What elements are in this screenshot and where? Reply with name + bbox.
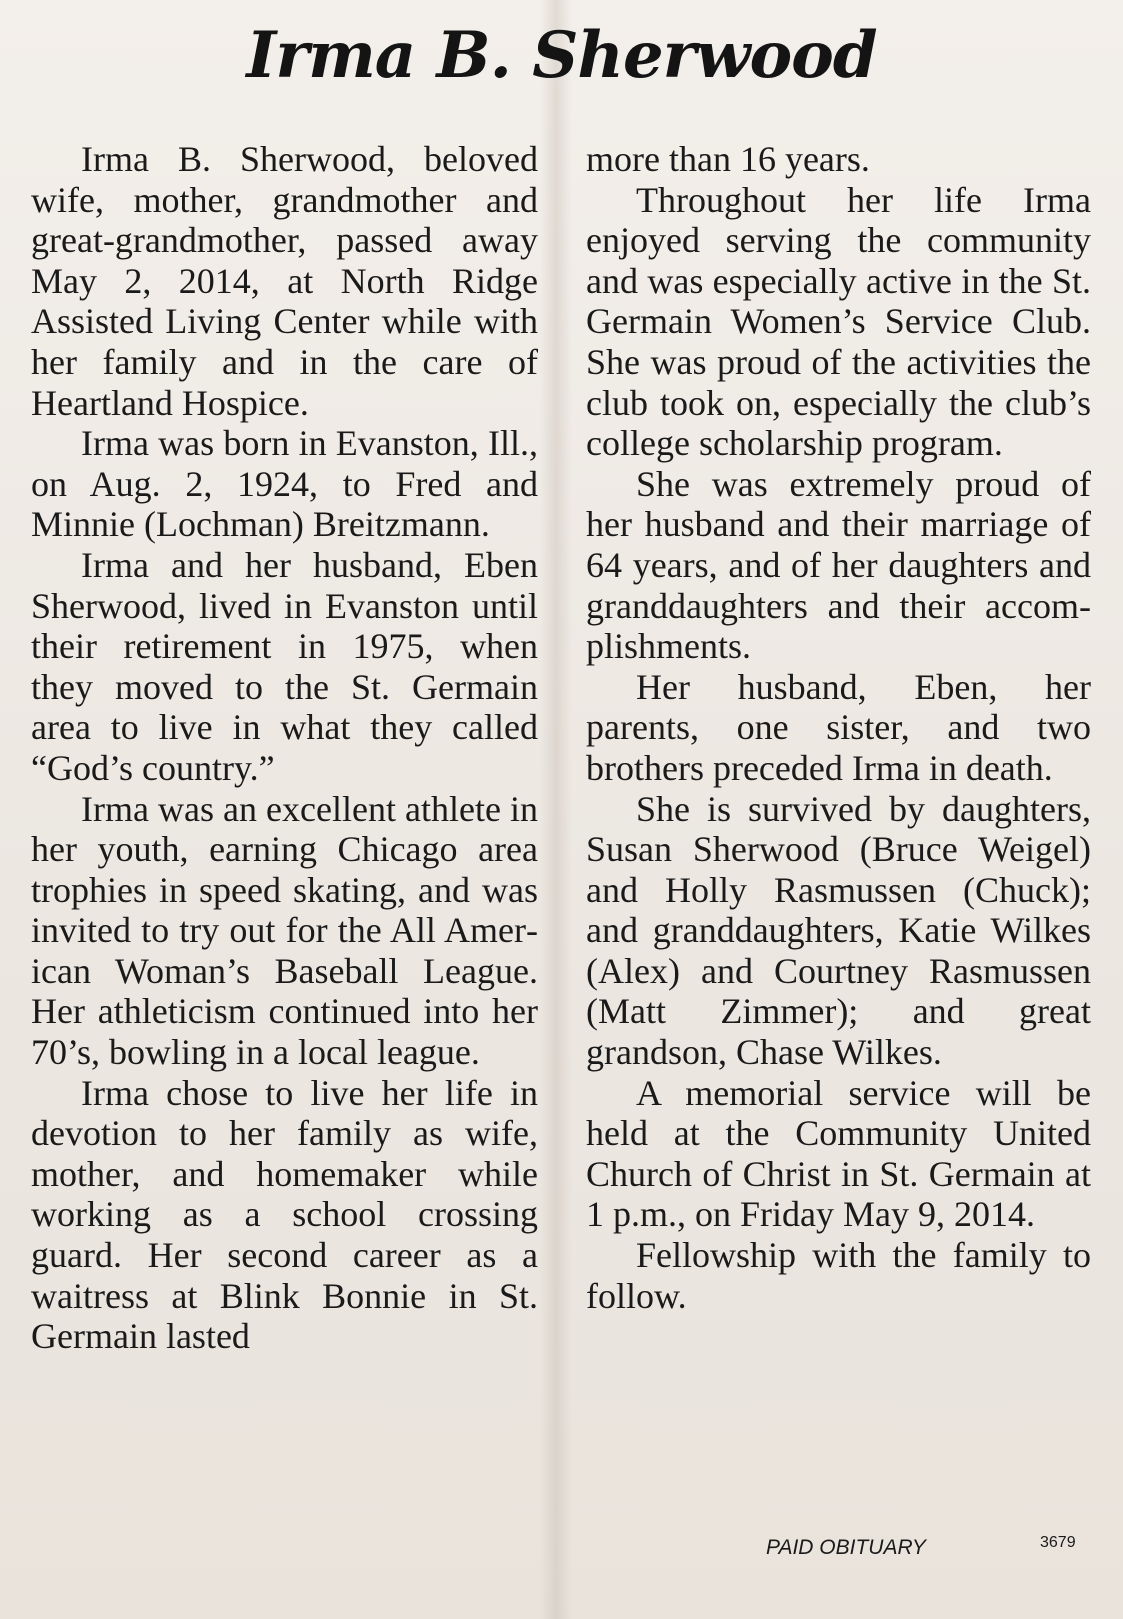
paragraph-survivors: She is survived by daughters, Susan Sherwood (Bruce Weigel) and Holly Rasmussen (Chuck); and granddaughters, Katie Wilkes (Alex) and Courtney Rasmussen (Matt Zimmer); and great grandson, Chase Wilkes. xyxy=(586,788,1091,1073)
paragraph-birth: Irma was born in Evanston, Ill., on Aug. 2, 1924, to Fred and Minnie (Lochman) Breitzmann. xyxy=(31,423,538,545)
paragraph-family-pride: She was extremely proud of her husband and their marriage of 64 years, and of her daughters and granddaughters and their accomplishments. xyxy=(586,463,1091,667)
right-column xyxy=(586,139,1091,1316)
ad-code: 3679 xyxy=(1040,1534,1076,1551)
paragraph-career: Irma chose to live her life in devotion to her family as wife, mother, and homemaker while working as a school crossing guard. Her second career as a waitress at Blink Bonnie in St. Germain lasted xyxy=(31,1072,538,1357)
paragraph-community: Throughout her life Irma enjoyed serving the community and was especially active in the St. Germain Women’s Service Club. She was proud of the activities the club took on, especially the club’s college scholarship program. xyxy=(586,179,1091,464)
paragraph-preceded: Her husband, Eben, her parents, one sister, and two brothers preceded Irma in death. xyxy=(586,666,1091,788)
paragraph-marriage: Irma and her husband, Eben Sherwood, lived in Evanston until their retirement in 1975, when they moved to the St. Germain area to live in what they called “God’s country.” xyxy=(31,544,538,788)
paragraph-fellowship: Fellowship with the family to follow. xyxy=(586,1235,1091,1316)
obituary-title: Irma B. Sherwood xyxy=(246,18,877,93)
paragraph-service: A memorial service will be held at the Community United Church of Christ in St. Germain at 1 p.m., on Friday May 9, 2014. xyxy=(586,1072,1091,1235)
left-column xyxy=(31,139,538,1357)
paragraph-athletics: Irma was an excellent athlete in her youth, earning Chicago area trophies in speed skating, and was invited to try out for the All American Woman’s Baseball League. Her athleticism continued into her 70’s, bowling in a local league. xyxy=(31,788,538,1073)
paragraph-continuation: more than 16 years. xyxy=(586,139,870,179)
paragraph-announcement: Irma B. Sherwood, beloved wife, mother, grandmother and great-grandmother, passed away May 2, 2014, at North Ridge Assisted Living Center while with her family and in the care of Heartland Hospice. xyxy=(31,139,538,423)
paid-obituary-label: PAID OBITUARY xyxy=(766,1536,926,1559)
